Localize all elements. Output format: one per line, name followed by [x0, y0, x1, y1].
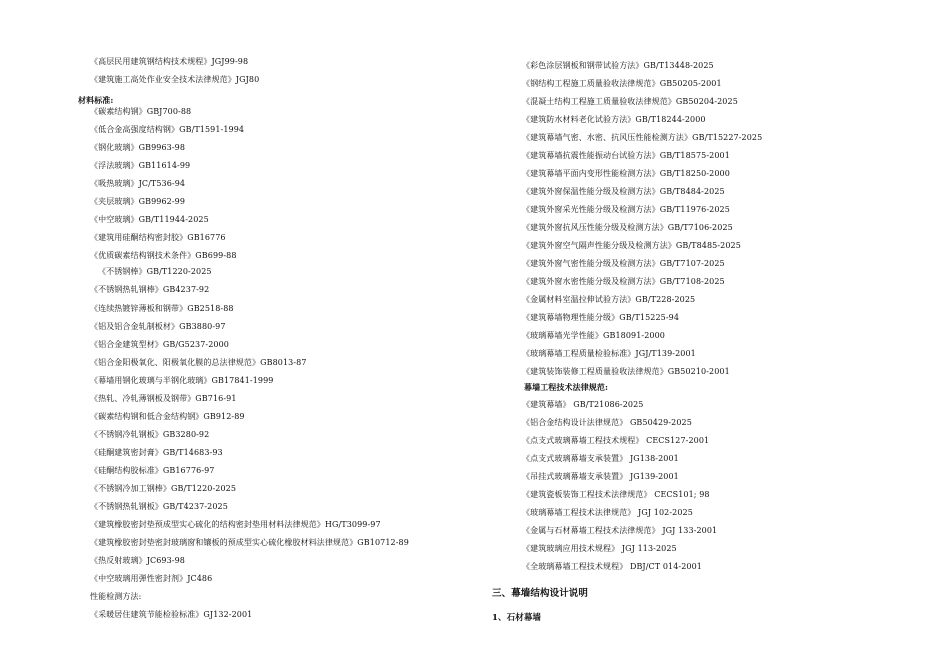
standard-item: 《建筑防水材料老化试验方法》GB/T18244-2000: [522, 115, 706, 124]
standard-item: 《彩色涂层钢板和钢带试验方法》GB/T13448-2025: [522, 61, 714, 70]
standard-item: 《建筑外窗保温性能分级及检测方法》GB/T8484-2025: [522, 187, 725, 196]
standard-item: 《建筑橡胶密封垫密封玻璃窗和镶板的预成型实心硫化橡胶材料法律规范》GB10712-89: [90, 538, 409, 547]
standard-item: 《建筑外窗采光性能分级及检测方法》GB/T11976-2025: [522, 205, 730, 214]
standard-item: 《建筑外窗空气隔声性能分级及检测方法》GB/T8485-2025: [522, 241, 741, 250]
standard-item: 《建筑玻璃应用技术规程》 JGJ 113-2025: [522, 544, 677, 553]
standard-item: 《铝合金结构设计法律规范》 GB50429-2025: [522, 418, 692, 427]
section-label: 幕墙工程技术法律规范:: [524, 382, 609, 392]
standard-item: 《点支式玻璃幕墙工程技术规程》 CECS127-2001: [522, 436, 710, 445]
standard-item: 《钢结构工程施工质量验收法律规范》GB50205-2001: [522, 79, 722, 88]
standard-item: 《吸热玻璃》JC/T536-94: [90, 179, 186, 188]
standard-item: 《高层民用建筑钢结构技术规程》JGJ99-98: [90, 57, 249, 66]
standard-item: 《不锈钢热轧钢板》GB/T4237-2025: [90, 502, 228, 511]
standard-item: 《连续热镀锌薄板和钢带》GB2518-88: [90, 304, 234, 313]
standard-item: 《优质碳素结构钢技术条件》GB699-88: [90, 251, 237, 260]
standard-item: 《采暖居住建筑节能检验标准》GJ132-2001: [90, 610, 253, 619]
standard-item: 《中空玻璃用弹性密封剂》JC486: [90, 574, 213, 583]
standard-item: 《硅酮结构胶标准》GB16776-97: [90, 466, 215, 475]
standard-item: 《夹层玻璃》GB9962-99: [90, 197, 186, 206]
standard-item: 《金属与石材幕墙工程技术法律规范》 JGJ 133-2001: [522, 526, 718, 535]
standard-item: 《不锈钢冷加工钢棒》GB/T1220-2025: [90, 484, 237, 493]
standard-item: 《建筑用硅酮结构密封胶》GB16776: [90, 233, 226, 242]
section-title: 三、幕墙结构设计说明: [492, 588, 589, 599]
standard-item: 《碳素结构钢》GBJ700-88: [90, 107, 192, 116]
standard-item: 《不锈钢棒》GB/T1220-2025: [98, 267, 212, 276]
standard-item: 《不锈钢热轧钢棒》GB4237-92: [90, 285, 210, 294]
standard-item: 《全玻璃幕墙工程技术规程》 DBJ/CT 014-2001: [522, 562, 702, 571]
standard-item: 《幕墙用钢化玻璃与半钢化玻璃》GB17841-1999: [90, 376, 274, 385]
standard-item: 《建筑幕墙物理性能分级》GB/T15225-94: [522, 313, 680, 322]
standard-item: 《建筑外窗抗风压性能分级及检测方法》GB/T7106-2025: [522, 223, 733, 232]
standard-item: 《建筑装饰装修工程质量验收法律规范》GB50210-2001: [522, 367, 730, 376]
standard-item: 《浮法玻璃》GB11614-99: [90, 161, 191, 170]
standard-item: 《碳素结构钢和低合金结构钢》GB912-89: [90, 412, 245, 421]
standard-item: 《玻璃幕墙工程质量检验标准》JGJ/T139-2001: [522, 349, 696, 358]
standard-item: 《建筑橡胶密封垫预成型实心硫化的结构密封垫用材料法律规范》HG/T3099-97: [90, 520, 381, 529]
standard-item: 《金属材料室温拉伸试验方法》GB/T228-2025: [522, 295, 696, 304]
standard-item: 《建筑外窗气密性能分级及检测方法》GB/T7107-2025: [522, 259, 725, 268]
standard-item: 《建筑外窗水密性能分级及检测方法》GB/T7108-2025: [522, 277, 725, 286]
standard-item: 《铝合金建筑型材》GB/G5237-2000: [90, 340, 229, 349]
section-label: 材料标准:: [78, 95, 114, 105]
standard-item: 《中空玻璃》GB/T11944-2025: [90, 215, 209, 224]
standard-item: 《钢化玻璃》GB9963-98: [90, 143, 186, 152]
standard-item: 《玻璃幕墙光学性能》GB18091-2000: [522, 331, 665, 340]
standard-item: 《热反射玻璃》JC693-98: [90, 556, 185, 565]
subsection-title: 1、石材幕墙: [492, 613, 542, 623]
section-label: 性能检测方法:: [90, 592, 142, 601]
standard-item: 《混凝土结构工程施工质量验收法律规范》GB50204-2025: [522, 97, 738, 106]
standard-item: 《铝及铝合金轧制板材》GB3880-97: [90, 322, 226, 331]
standard-item: 《建筑幕墙平面内变形性能检测方法》GB/T18250-2000: [522, 169, 730, 178]
standard-item: 《建筑幕墙气密、水密、抗风压性能检测方法》GB/T15227-2025: [522, 133, 763, 142]
standard-item: 《建筑幕墙抗震性能振动台试验方法》GB/T18575-2001: [522, 151, 730, 160]
standard-item: 《硅酮建筑密封膏》GB/T14683-93: [90, 448, 223, 457]
standard-item: 《点支式玻璃幕墙支承装置》 JG138-2001: [522, 454, 679, 463]
standard-item: 《建筑施工高处作业安全技术法律规范》JGJ80: [90, 75, 260, 84]
standard-item: 《建筑瓷板装饰工程技术法律规范》 CECS101; 98: [522, 490, 710, 499]
standard-item: 《不锈钢冷轧钢板》GB3280-92: [90, 430, 210, 439]
standard-item: 《低合金高强度结构钢》GB/T1591-1994: [90, 125, 245, 134]
standard-item: 《热轧、冷轧薄钢板及钢带》GB716-91: [90, 394, 237, 403]
standard-item: 《建筑幕墙》 GB/T21086-2025: [522, 400, 644, 409]
standard-item: 《玻璃幕墙工程技术法律规范》 JGJ 102-2025: [522, 508, 693, 517]
standard-item: 《铝合金阳极氧化、阳极氧化膜的总法律规范》GB8013-87: [90, 358, 307, 367]
standard-item: 《吊挂式玻璃幕墙支承装置》 JG139-2001: [522, 472, 679, 481]
